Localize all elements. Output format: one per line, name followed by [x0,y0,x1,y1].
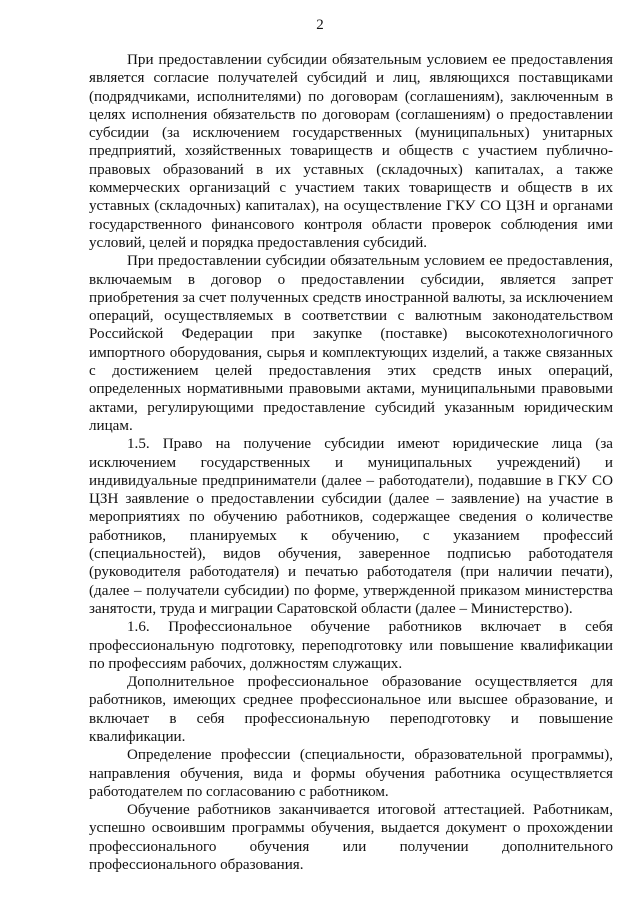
paragraph-additional-education: Дополнительное профессиональное образование осуществляется для работников, имеющих среднее профессиональное или высшее образование, и включает в себя профессиональную переподготовку и повышение квалификации. [89,674,613,745]
document-body [89,51,613,874]
paragraph-currency-prohibition: При предоставлении субсидии обязательным условием ее предоставления, включаемым в договор о предоставлении субсидии, является запрет приобретения за счет полученных средств иностранной валюты, за исключением операций, осуществляемых в соответствии с валютным законодательством Российской Федерации при закупке (поставке) высокотехнологичного импортного оборудования, сырья и комплектующих изделий, а также связанных с достижением целей предоставления этих средств иных операций, определенных нормативными правовыми актами, муниципальными правовыми актами, регулирующими предоставление субсидий указанным юридическим лицам. [89,253,613,434]
paragraph-1-5-eligibility: 1.5. Право на получение субсидии имеют юридические лица (за исключением государственных и муниципальных учреждений) и индивидуальные предприниматели (далее – работодатели), подавшие в ГКУ СО ЦЗН заявление о предоставлении субсидии (далее – заявление) на участие в мероприятиях по обучению работников, содержащее сведения о количестве работников, планируемых к обучению, с указанием профессий (специальностей), видов обучения, заверенное подписью работодателя (руководителя работодателя) и печатью работодателя (при наличии печати), (далее – получатели субсидии) по форме, утвержденной приказом министерства занятости, труда и миграции Саратовской области (далее – Министерство). [89,436,613,617]
paragraph-1-6-training: 1.6. Профессиональное обучение работников включает в себя профессиональную подготовку, переподготовку или повышение квалификации по профессиям рабочих, должностям служащих. [89,619,613,672]
paragraph-final-attestation: Обучение работников заканчивается итоговой аттестацией. Работникам, успешно освоившим программы обучения, выдается документ о прохождении профессионального обучения или получении дополнительного профессионального образования. [89,802,613,874]
paragraph-verification-consent: При предоставлении субсидии обязательным условием ее предоставления является согласие получателей субсидий и лиц, являющихся поставщиками (подрядчиками, исполнителями) по договорам (соглашениям), заключенным в целях исполнения обязательств по договорам (соглашениям) о предоставлении субсидии (за исключением государственных (муниципальных) унитарных предприятий, хозяйственных товариществ и обществ с участием публично-правовых образований в их уставных (складочных) капиталах, а также коммерческих организаций с участием таких товариществ и обществ в их уставных (складочных) капиталах), на осуществление ГКУ СО ЦЗН и органами государственного финансового контроля области проверок соблюдения ими условий, целей и порядка предоставления субсидий. [89,52,613,251]
page-number: 2 [316,17,324,33]
paragraph-profession-definition: Определение профессии (специальности, образовательной программы), направления обучения, вида и формы обучения работника осуществляется работодателем по согласованию с работником. [89,747,613,800]
